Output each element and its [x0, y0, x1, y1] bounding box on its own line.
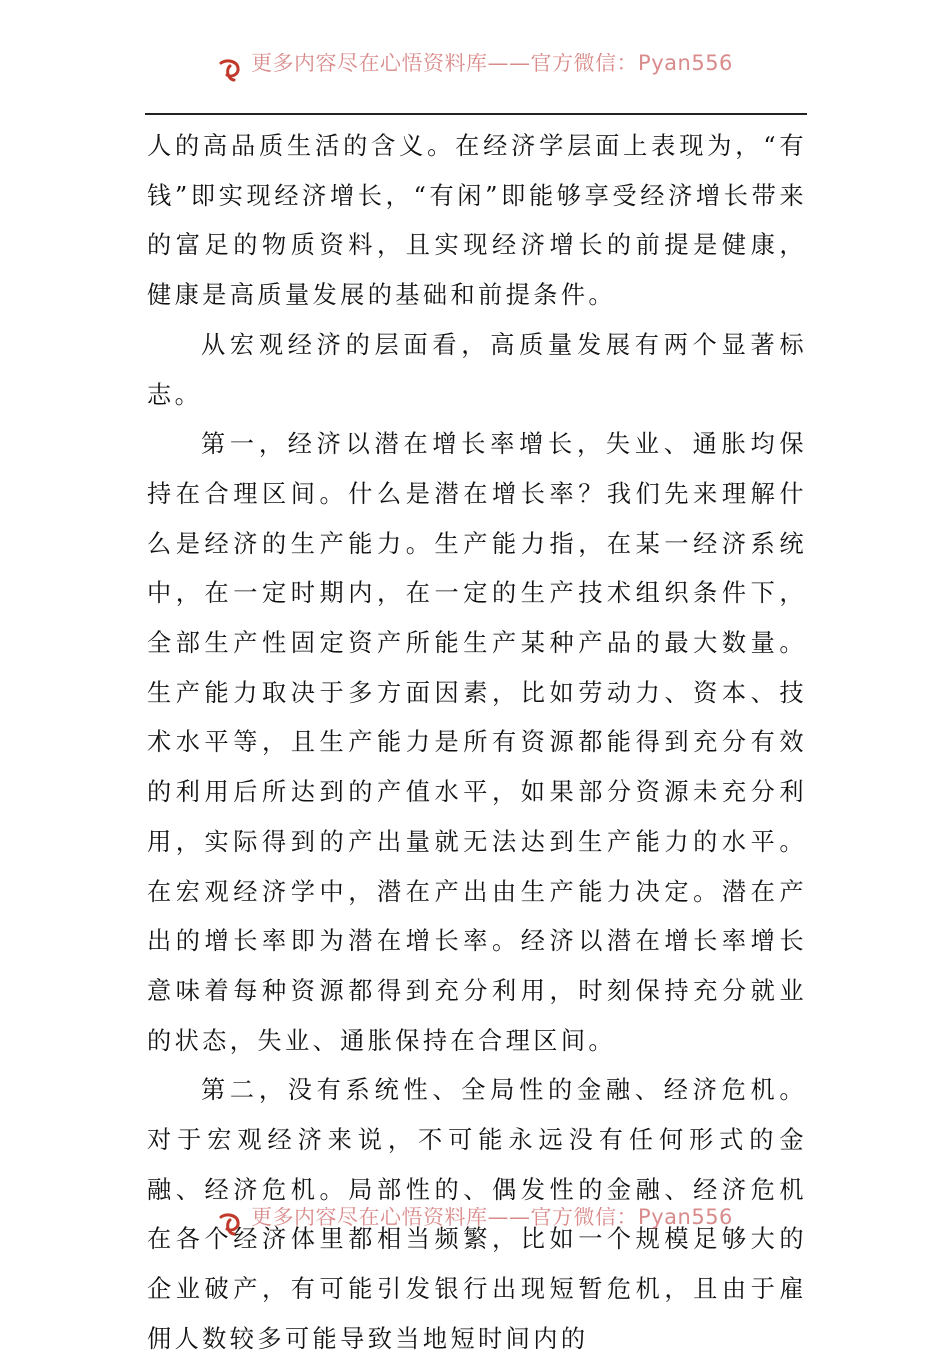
header-watermark [0, 53, 950, 87]
header-watermark-text: 更多内容尽在心悟资料库——官方微信：Pyan556 [251, 53, 733, 75]
footer-watermark [0, 1207, 950, 1241]
paragraph-first-sign: 第一，经济以潜在增长率增长，失业、通胀均保持在合理区间。什么是潜在增长率？我们先来理解什么是经济的生产能力。生产能力指，在某一经济系统中，在一定时期内，在一定的生产技术组织条件下，全部生产性固定资产所能生产某种产品的最大数量。生产能力取决于多方面因素，比如劳动力、资本、技术水平等，且生产能力是所有资源都能得到充分有效的利用后所达到的产值水平，如果部分资源未充分利用，实际得到的产出量就无法达到生产能力的水平。在宏观经济学中，潜在产出由生产能力决定。潜在产出的增长率即为潜在增长率。经济以潜在增长率增长意味着每种资源都得到充分利用，时刻保持充分就业的状态，失业、通胀保持在合理区间。 [147, 430, 807, 1055]
paragraph-macro-overview: 从宏观经济的层面看，高质量发展有两个显著标志。 [147, 330, 807, 409]
header-rule [145, 113, 807, 115]
swirl-logo-icon [217, 1211, 243, 1237]
document-body [147, 122, 807, 1365]
footer-watermark-text: 更多内容尽在心悟资料库——官方微信：Pyan556 [251, 1207, 733, 1229]
paragraph-continued: 人的高品质生活的含义。在经济学层面上表现为，“有钱”即实现经济增长，“有闲”即能够享受经济增长带来的富足的物质资料，且实现经济增长的前提是健康，健康是高质量发展的基础和前提条件。 [147, 132, 807, 310]
swirl-logo-icon [217, 57, 243, 83]
paragraph-second-sign: 第二，没有系统性、全局性的金融、经济危机。对于宏观经济来说，不可能永远没有任何形式的金融、经济危机。局部性的、偶发性的金融、经济危机在各个经济体里都相当频繁，比如一个规模足够大的企业破产，有可能引发银行出现短暂危机，且由于雇佣人数较多可能导致当地短时间内的 [147, 1076, 807, 1353]
